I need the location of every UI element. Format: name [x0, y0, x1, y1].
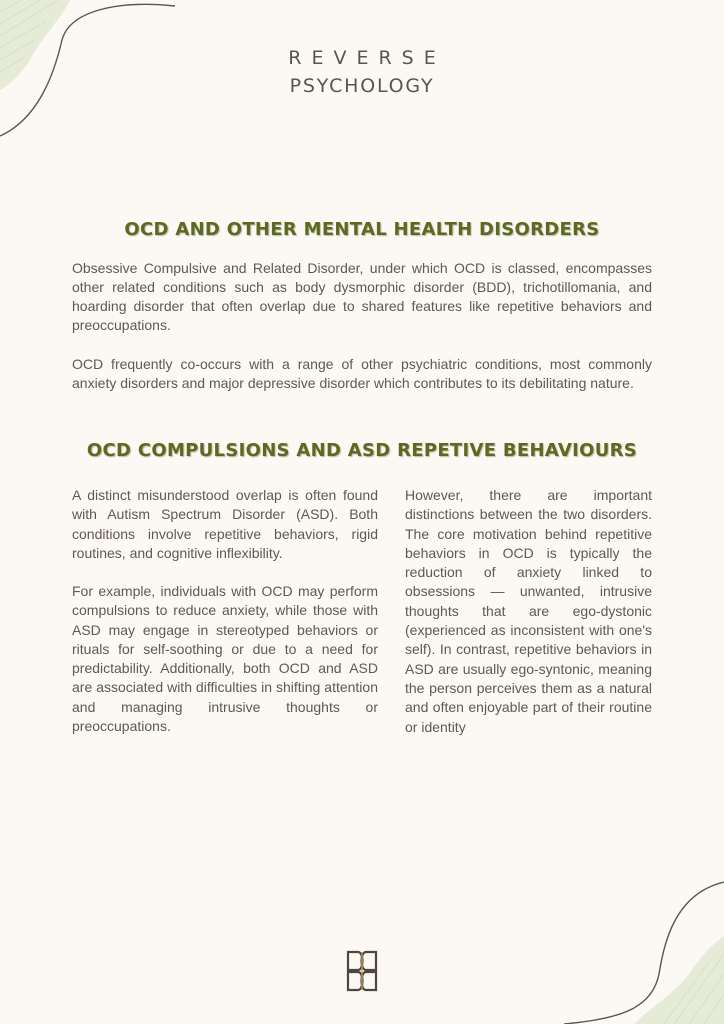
section1-paragraph-2: OCD frequently co-occurs with a range of other psychiatric conditions, most commonly anxiety disorders and major depressive disorder which contributes to its debilitating nature.	[72, 356, 652, 391]
corner-decoration-bottom-right	[524, 874, 724, 1024]
reverse-psychology-monogram-icon	[344, 950, 380, 992]
right-column-paragraph-1: However, there are important distinctions between the two disorders. The core motivation behind repetitive behaviors in OCD is typically the reduction of anxiety linked to obsessions — unwanted, intrusive thoughts that are ego-dystonic (experienced as inconsistent with one's self). In contrast, repetitive behaviors in ASD are usually ego-syntonic, meaning the person perceives them as a natural and often enjoyable part of their routine or identity	[405, 487, 652, 735]
brand-logo	[0, 46, 724, 98]
brand-name-line2: PSYCHOLOGY	[289, 75, 435, 97]
section1-paragraph-1: Obsessive Compulsive and Related Disorder, under which OCD is classed, encompasses other related conditions such as body dysmorphic disorder (BDD), trichotillomania, and hoarding disorder that often overlap due to shared features like repetitive behaviors and preoccupations.	[72, 260, 652, 333]
brand-name-line1: REVERSE	[288, 47, 446, 69]
left-column-paragraph-2: For example, individuals with OCD may perform compulsions to reduce anxiety, while those with ASD may engage in stereotyped behaviors or rituals for self-soothing or due to a need for predictability. Additionally, both OCD and ASD are associated with difficulties in shifting attention and managing intrusive thoughts or preoccupations.	[72, 583, 378, 735]
section-heading-ocd-asd: OCD COMPULSIONS AND ASD REPETIVE BEHAVIOURS	[86, 440, 638, 461]
section-heading-ocd-disorders: OCD AND OTHER MENTAL HEALTH DISORDERS	[124, 219, 600, 240]
left-column-paragraph-1: A distinct misunderstood overlap is often found with Autism Spectrum Disorder (ASD). Both conditions involve repetitive behaviors, rigid routines, and cognitive inflexibility.	[72, 487, 378, 561]
